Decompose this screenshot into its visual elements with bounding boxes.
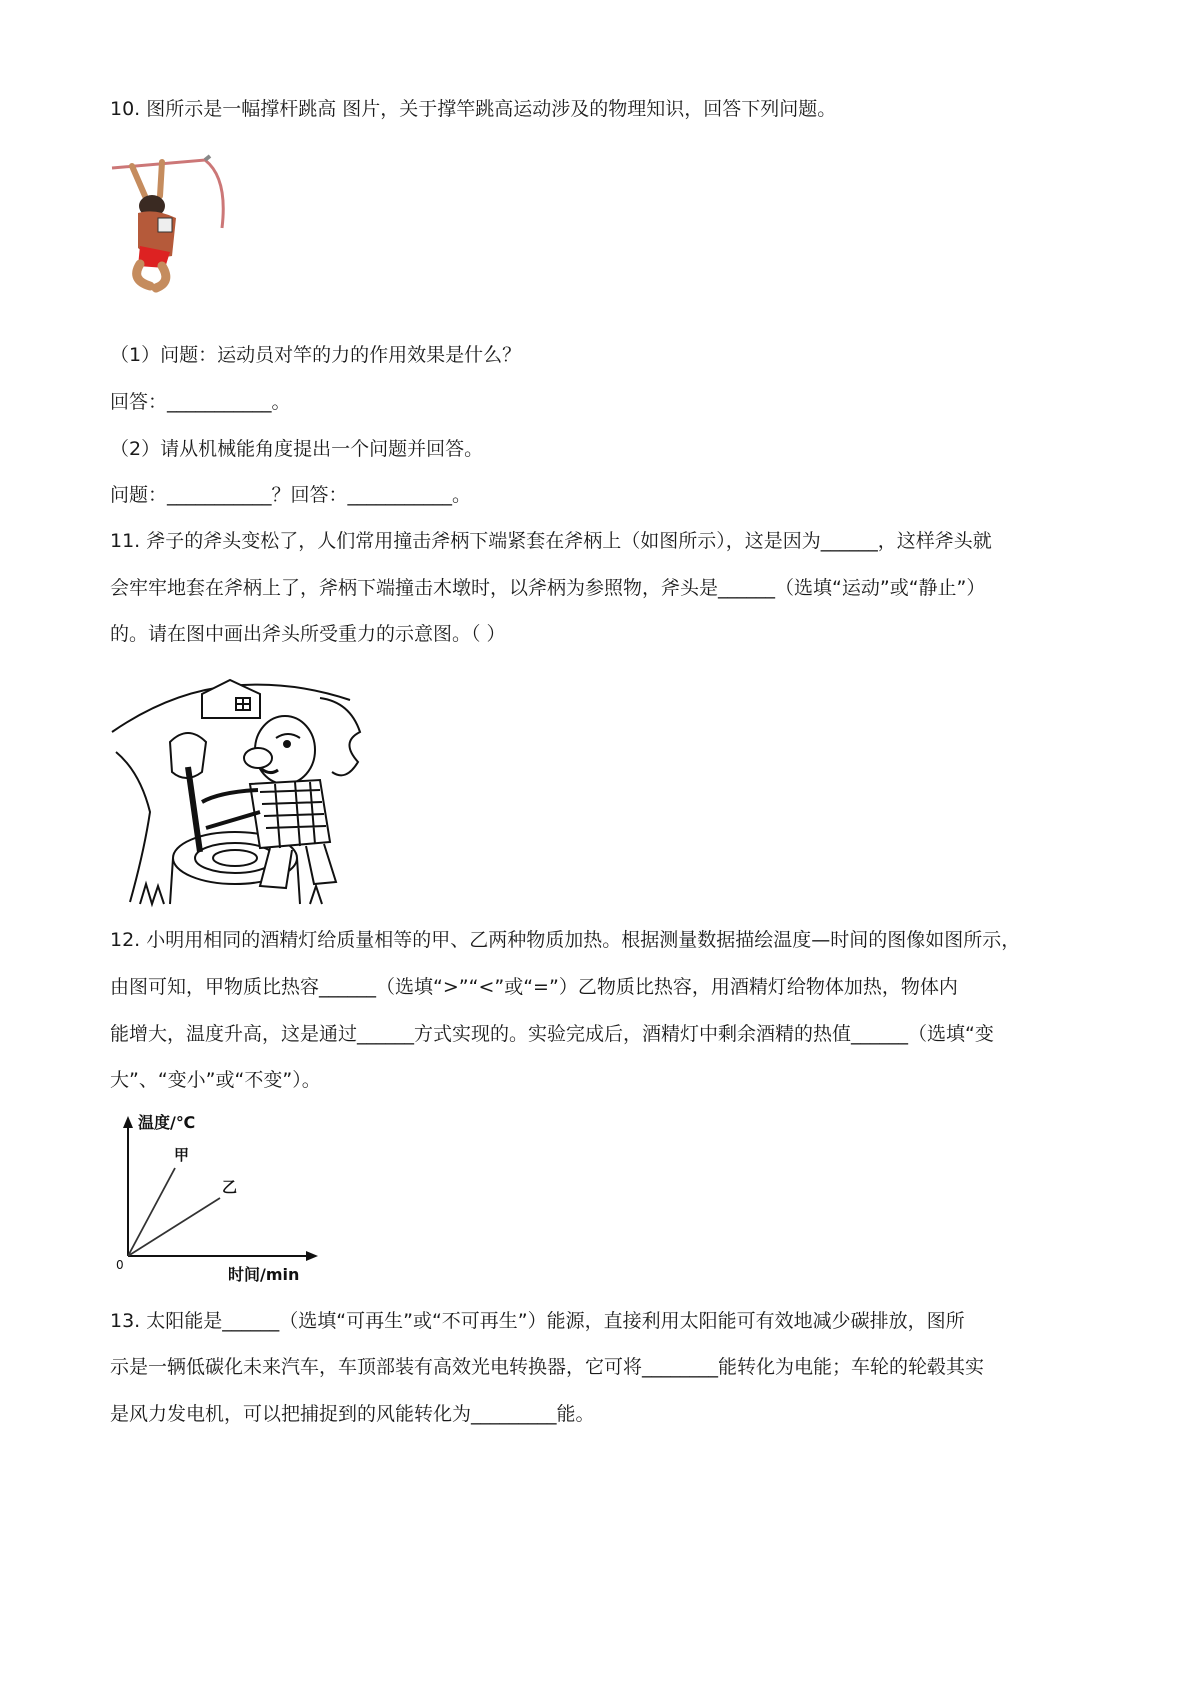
axe-illustration [110, 672, 368, 908]
line-yi [128, 1198, 220, 1256]
q11-line2: 会牢牢地套在斧柄上了，斧柄下端撞击木墩时，以斧柄为参照物，斧头是______（选填“运动”或“静止”） [110, 577, 986, 599]
pole-vault-image [110, 148, 240, 298]
q13-line3: 是风力发电机，可以把捕捉到的风能转化为_________能。 [110, 1403, 595, 1425]
q13-line1: 13. 太阳能是______（选填“可再生”或“不可再生”）能源，直接利用太阳能可有效地减少碳排放，图所 [110, 1310, 965, 1332]
q11-line1: 11. 斧子的斧头变松了，人们常用撞击斧柄下端紧套在斧柄上（如图所示），这是因为______，这样斧头就 [110, 530, 992, 552]
q12-line3: 能增大，温度升高，这是通过______方式实现的。实验完成后，酒精灯中剩余酒精的热值______（选填“变 [110, 1023, 994, 1045]
y-axis-arrow [123, 1116, 133, 1128]
series-label-jia: 甲 [174, 1146, 190, 1164]
origin-label: 0 [116, 1258, 124, 1272]
series-label-yi: 乙 [222, 1178, 238, 1196]
x-axis-arrow [306, 1251, 318, 1261]
q10-sub2: （2）请从机械能角度提出一个问题并回答。 [110, 438, 484, 460]
temperature-time-graph [110, 1106, 330, 1286]
q11-line3: 的。请在图中画出斧头所受重力的示意图。（ ） [110, 623, 506, 645]
q12-line2: 由图可知，甲物质比热容______（选填“>”“<”或“=”）乙物质比热容，用酒精灯给物体加热，物体内 [110, 976, 958, 998]
q10-stem: 10. 图所示是一幅撑杆跳高 图片，关于撑竿跳高运动涉及的物理知识，回答下列问题。 [110, 98, 837, 120]
q13-line2: 示是一辆低碳化未来汽车，车顶部装有高效光电转换器，它可将________能转化为电能；车轮的轮毂其实 [110, 1356, 985, 1378]
y-axis-label: 温度/℃ [138, 1113, 196, 1132]
q12-line4: 大”、“变小”或“不变”）。 [110, 1069, 321, 1091]
q10-answer2: 问题：___________？回答：___________。 [110, 484, 472, 506]
q10-answer1: 回答：___________。 [110, 391, 291, 413]
line-jia [128, 1168, 175, 1256]
q10-sub1: （1）问题：运动员对竿的力的作用效果是什么？ [110, 344, 522, 366]
q12-line1: 12. 小明用相同的酒精灯给质量相等的甲、乙两种物质加热。根据测量数据描绘温度—时间的图像如图所示， [110, 929, 1021, 951]
x-axis-label: 时间/min [228, 1265, 300, 1284]
